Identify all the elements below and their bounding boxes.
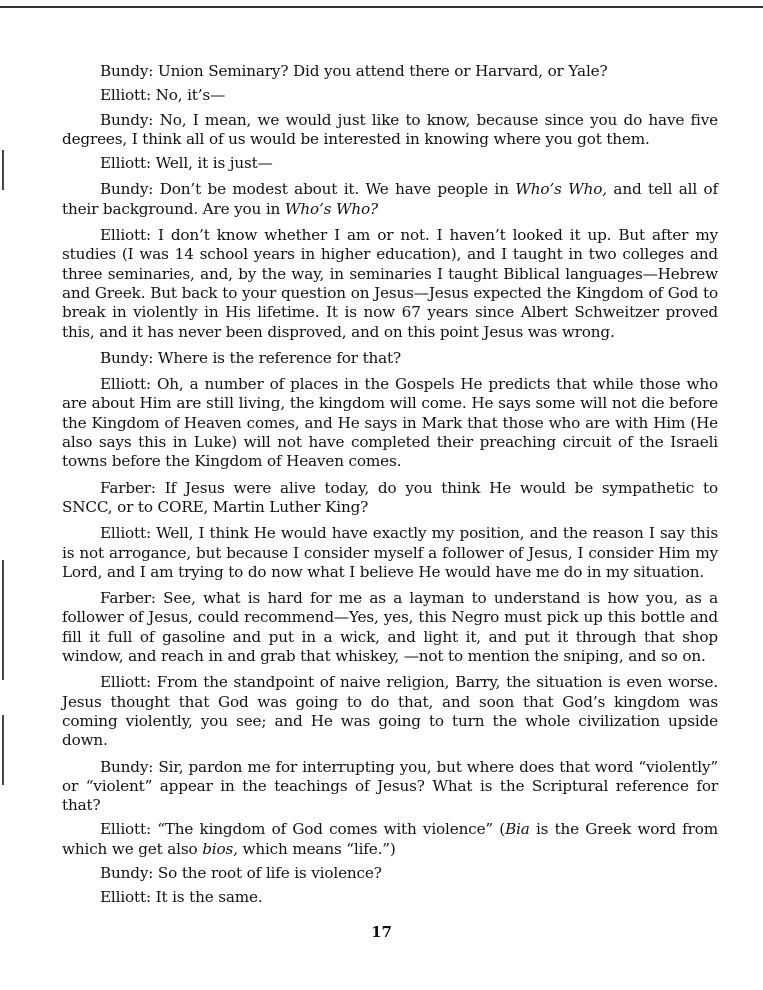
paragraph-run: Elliott: “The kingdom of God comes with violence” ( bbox=[100, 820, 506, 839]
paragraph-run: Elliott: It is the same. bbox=[100, 888, 263, 907]
dialogue-paragraph bbox=[62, 86, 718, 105]
dialogue-paragraph bbox=[62, 524, 718, 582]
dialogue-paragraph bbox=[62, 589, 718, 666]
paragraph-run-italic: Bia bbox=[505, 820, 530, 839]
dialogue-paragraph bbox=[62, 226, 718, 342]
paragraph-run-italic: bios, bbox=[202, 839, 238, 858]
dialogue-paragraph bbox=[62, 62, 718, 81]
page-number: 17 bbox=[371, 923, 392, 941]
paragraph-run: which means “life.”) bbox=[237, 839, 396, 858]
paragraph-run-italic: Who’s Who, bbox=[515, 180, 607, 199]
paragraph-run: Elliott: Well, it is just— bbox=[100, 154, 273, 173]
dialogue-paragraph bbox=[62, 111, 718, 150]
paragraph-run: Elliott: Oh, a number of places in the Gospels He predicts that while those who are about Him are still living, the kingdom will come. He says some will not die before the Kingdom of Heaven comes, and He says in Mark that those who are with Him (He also says this in Luke) will not have completed their preaching circuit of the Israeli towns before the Kingdom of Heaven comes. bbox=[62, 375, 718, 471]
dialogue-paragraph bbox=[62, 349, 718, 368]
dialogue-paragraph bbox=[62, 888, 718, 907]
paragraph-run: Farber: See, what is hard for me as a layman to understand is how you, as a follower of Jesus, could recommend—Yes, yes, this Negro must pick up this bottle and fill it full of gasoline and put in a wick, and light it, and put it through that shop window, and reach in and grab that whiskey, —not to mention the sniping, and so on. bbox=[62, 589, 718, 666]
paragraph-run: Elliott: Well, I think He would have exactly my position, and the reason I say this is not arrogance, but because I consider myself a follower of Jesus, I consider Him my Lord, and I am trying to do now what I believe He would have me do in my situation. bbox=[62, 524, 718, 581]
dialogue-paragraph bbox=[62, 820, 718, 859]
paragraph-run: Bundy: Don’t be modest about it. We have people in bbox=[100, 180, 516, 199]
scan-edge-mark bbox=[2, 150, 4, 190]
paragraph-run: Bundy: Sir, pardon me for interrupting you, but where does that word “violently” or “violent” appear in the teachings of Jesus? What is the Scriptural reference for that? bbox=[62, 757, 718, 815]
paragraph-run: is the Greek word from which we get also bbox=[62, 820, 718, 858]
top-border-rule bbox=[0, 6, 763, 8]
dialogue-paragraph bbox=[62, 375, 718, 471]
dialogue-paragraph bbox=[62, 154, 718, 173]
paragraph-run: Elliott: From the standpoint of naive religion, Barry, the situation is even worse. Jesus thought that God was going to do that, and soon that God’s kingdom was coming violently, you see; and He was going to turn the whole civilization upside down. bbox=[62, 673, 718, 750]
paragraph-run: Bundy: Union Seminary? Did you attend there or Harvard, or Yale? bbox=[100, 62, 608, 80]
dialogue-paragraph bbox=[62, 673, 718, 750]
dialogue-paragraph bbox=[62, 864, 718, 883]
paragraph-run: Bundy: So the root of life is violence? bbox=[100, 863, 382, 882]
paragraph-run: Bundy: No, I mean, we would just like to know, because since you do have five degrees, I think all of us would be interested in knowing where you got them. bbox=[62, 110, 718, 148]
paragraph-run: Elliott: I don’t know whether I am or not. I haven’t looked it up. But after my studies (I was 14 school years in higher education), and I taught in two colleges and three seminaries, and, by the way, in seminaries I taught Biblical languages—Hebrew and Greek. But back to your question on Jesus—Jesus expected the Kingdom of God to break in violently in His lifetime. It is now 67 years since Albert Schweitzer proved this, and it has never been disproved, and on this point Jesus was wrong. bbox=[62, 226, 718, 341]
dialogue-paragraph bbox=[62, 180, 718, 219]
dialogue-paragraph bbox=[62, 758, 718, 816]
scan-edge-mark bbox=[2, 715, 4, 785]
paragraph-run-italic: Who’s Who? bbox=[284, 199, 379, 218]
dialogue-paragraph bbox=[62, 479, 718, 518]
paragraph-run: and tell all of their background. Are you in bbox=[62, 180, 718, 218]
scan-edge-mark bbox=[2, 560, 4, 680]
paragraph-run: Farber: If Jesus were alive today, do you think He would be sympathetic to SNCC, or to CORE, Martin Luther King? bbox=[62, 478, 718, 516]
paragraph-run: Bundy: Where is the reference for that? bbox=[100, 348, 402, 367]
transcript-body bbox=[62, 62, 718, 913]
paragraph-run: Elliott: No, it’s— bbox=[100, 86, 226, 105]
